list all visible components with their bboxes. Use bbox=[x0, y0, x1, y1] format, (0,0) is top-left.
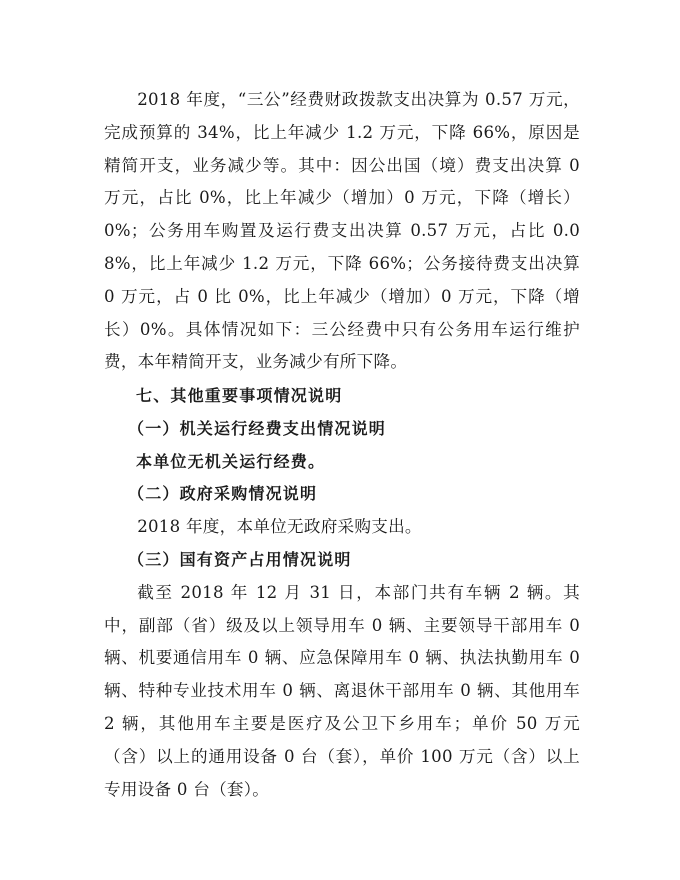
subsection-3-text: 截至 2018 年 12 月 31 日，本部门共有车辆 2 辆。其中，副部（省）级及以上领导用车 0 辆、主要领导干部用车 0 辆、机要通信用车 0 辆、应急保障用车 0 辆、执法执勤用车 0 辆、特种专业技术用车 0 辆、离退休干部用车 0 辆、其他用车 2 辆，其他用车主要是医疗及公卫下乡用车；单价 50 万元（含）以上的通用设备 0 台（套），单价 100 万元（含）以上专用设备 0 台（套）。 bbox=[104, 582, 580, 799]
subsection-3-heading: （三）国有资产占用情况说明 bbox=[128, 549, 352, 569]
section-7-heading: 七、其他重要事项情况说明 bbox=[136, 385, 343, 405]
paragraph-sangong-expenditure: 2018 年度，“三公”经费财政拨款支出决算为 0.57 万元，完成预算的 34%，比上年减少 1.2 万元，下降 66%，原因是精简开支，业务减少等。其中：因公出国（境）费支出决算 0 万元，占比 0%，比上年减少（增加）0 万元，下降（增长）0%；公务用车购置及运行费支出决算 0.57 万元，占比 0.08%，比上年减少 1.2 万元，下降 66%；公务接待费支出决算 0 万元，占 0 比 0%，比上年减少（增加）0 万元，下降（增长）0%。具体情况如下：三公经费中只有公务用车运行维护费，本年精简开支，业务减少有所下降。 bbox=[104, 90, 580, 372]
subsection-1-text: 本单位无机关运行经费。 bbox=[136, 451, 326, 471]
subsection-2-text: 2018 年度，本单位无政府采购支出。 bbox=[137, 517, 422, 537]
subsection-1-heading: （一）机关运行经费支出情况说明 bbox=[128, 418, 387, 438]
document-page bbox=[104, 84, 580, 806]
subsection-2-heading: （二）政府采购情况说明 bbox=[128, 484, 318, 504]
